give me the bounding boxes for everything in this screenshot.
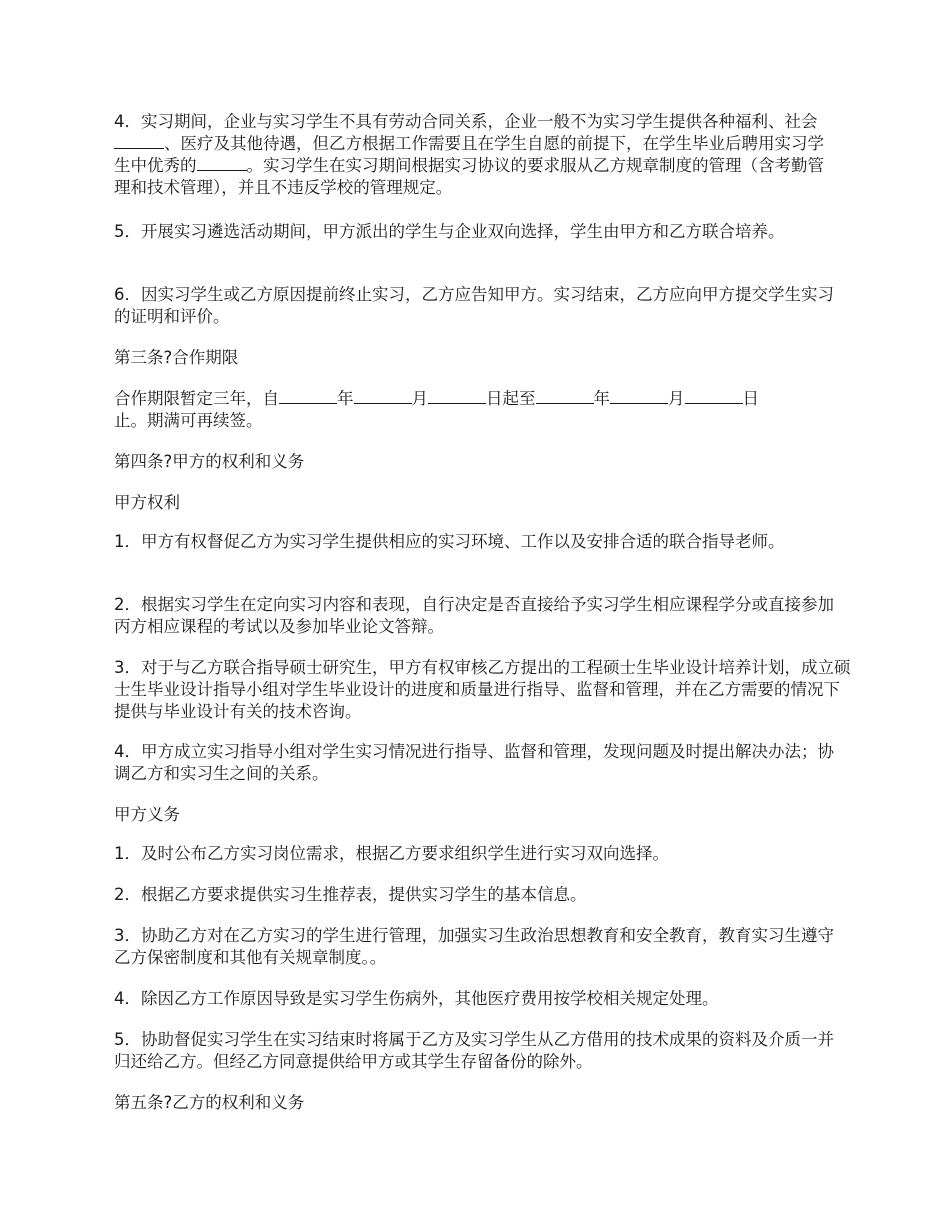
fill-blank <box>610 389 668 404</box>
fill-blank <box>536 389 594 404</box>
paragraph-article2-item5: 5．开展实习遴选活动期间，甲方派出的学生与企业双向选择，学生由甲方和乙方联合培养。 <box>114 222 785 241</box>
text-segment: 。实习学生在实习期间根据实习协议的要求服从乙方规章制度的管理（含考勤管理和技术管理），并且不违反学校的管理规定。 <box>114 156 824 197</box>
fill-blank <box>428 389 486 404</box>
paragraph-rights-item3: 3．对于与乙方联合指导硕士研究生，甲方有权审核乙方提出的工程硕士生毕业设计培养计划，成立硕士生毕业设计指导小组对学生毕业设计的进度和质量进行指导、监督和管理，并在乙方需要的情况下提供与毕业设计有关的技术咨询。 <box>114 658 851 721</box>
fill-blank <box>197 156 247 171</box>
text-segment: 4．实习期间，企业与实习学生不具有劳动合同关系，企业一般不为实习学生提供各种福利、社会 <box>114 112 818 131</box>
text-segment: 日 <box>742 389 759 408</box>
paragraph-duties-item4: 4．除因乙方工作原因导致是实习学生伤病外，其他医疗费用按学校相关规定处理。 <box>114 989 719 1008</box>
paragraph-cooperation-period <box>114 388 834 432</box>
paragraph-duties-item5: 5．协助督促实习学生在实习结束时将属于乙方及实习学生从乙方借用的技术成果的资料及介质一并归还给乙方。但经乙方同意提供给甲方或其学生存留备份的除外。 <box>114 1030 834 1071</box>
section-heading-article3: 第三条?合作期限 <box>114 348 239 367</box>
fill-blank <box>354 389 412 404</box>
paragraph-rights-item2: 2．根据实习学生在定向实习内容和表现，自行决定是否直接给予实习学生相应课程学分或直接参加丙方相应课程的考试以及参加毕业论文答辩。 <box>114 595 834 636</box>
text-segment: 日起至 <box>486 389 536 408</box>
section-heading-article4: 第四条?甲方的权利和义务 <box>114 452 305 471</box>
text-segment: 合作期限暂定三年，自 <box>114 389 279 408</box>
text-segment: 年 <box>337 389 354 408</box>
paragraph-rights-item4: 4．甲方成立实习指导小组对学生实习情况进行指导、监督和管理，发现问题及时提出解决办法；协调乙方和实习生之间的关系。 <box>114 742 834 783</box>
paragraph-rights-item1: 1．甲方有权督促乙方为实习学生提供相应的实习环境、工作以及安排合适的联合指导老师。 <box>114 532 785 551</box>
section-heading-article5: 第五条?乙方的权利和义务 <box>114 1093 305 1112</box>
paragraph-duties-item1: 1．及时公布乙方实习岗位需求，根据乙方要求组织学生进行实习双向选择。 <box>114 844 669 863</box>
fill-blank <box>114 134 164 149</box>
text-segment: 月 <box>668 389 685 408</box>
paragraph-duties-item3: 3．协助乙方对在乙方实习的学生进行管理，加强实习生政治思想教育和安全教育，教育实习生遵守乙方保密制度和其他有关规章制度。。 <box>114 926 834 967</box>
text-segment: 、医疗及其他待遇，但乙方根据工作需要且在学生自愿的前提下，在学生毕业后聘用实习学生中优秀的 <box>114 134 824 175</box>
subheading-party-a-duties: 甲方义务 <box>114 805 180 824</box>
paragraph-duties-item2: 2．根据乙方要求提供实习生推荐表，提供实习学生的基本信息。 <box>114 885 587 904</box>
fill-blank <box>685 389 743 404</box>
text-segment: 止。期满可再续签。 <box>114 411 263 430</box>
subheading-party-a-rights: 甲方权利 <box>114 493 180 512</box>
paragraph-article2-item4 <box>114 111 834 199</box>
fill-blank <box>279 389 337 404</box>
text-segment: 年 <box>593 389 610 408</box>
text-segment: 月 <box>411 389 428 408</box>
paragraph-article2-item6: 6．因实习学生或乙方原因提前终止实习，乙方应告知甲方。实习结束，乙方应向甲方提交学生实习的证明和评价。 <box>114 285 834 326</box>
